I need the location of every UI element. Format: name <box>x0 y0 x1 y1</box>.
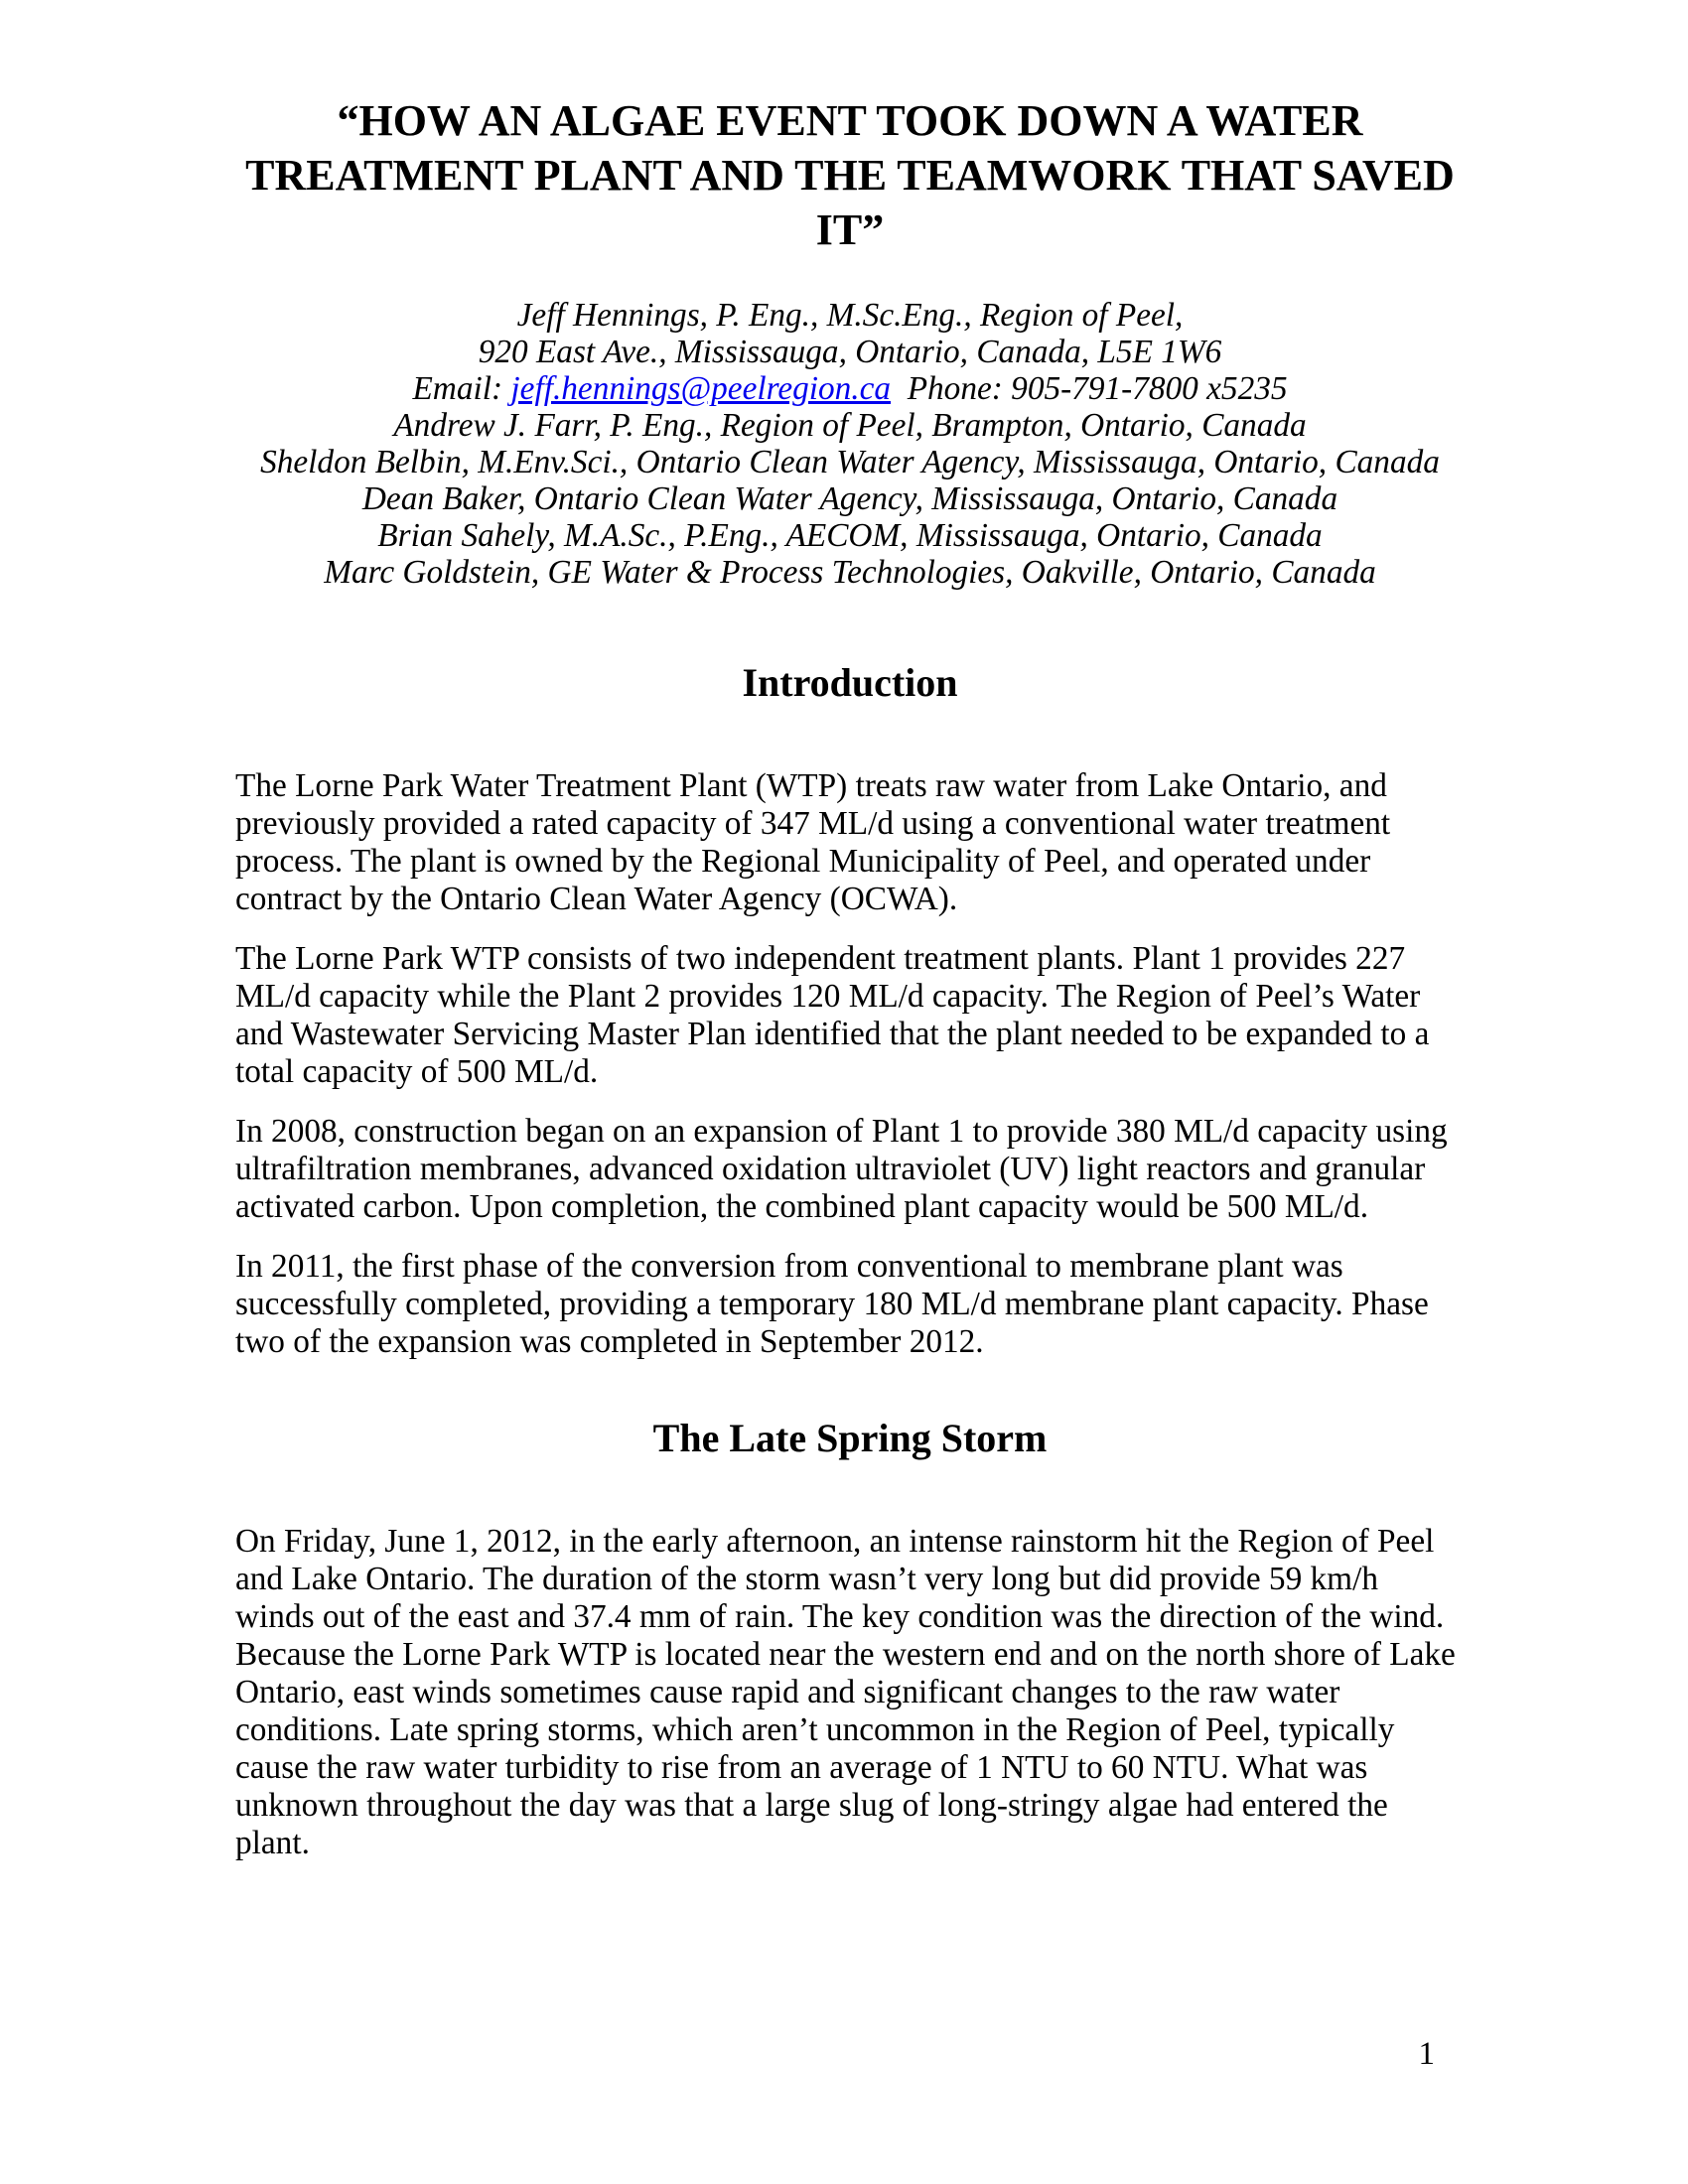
author-block <box>196 297 1504 591</box>
author-line: Marc Goldstein, GE Water & Process Technologies, Oakville, Ontario, Canada <box>324 554 1376 591</box>
author-line: 920 East Ave., Mississauga, Ontario, Canada, L5E 1W6 <box>478 334 1222 370</box>
email-link[interactable]: jeff.hennings@peelregion.ca <box>510 370 892 407</box>
paragraph: On Friday, June 1, 2012, in the early afternoon, an intense rainstorm hit the Region of Peel and Lake Ontario. The duration of the storm wasn’t very long but did provide 59 km/h winds out of the east and 37.4 mm of rain. The key condition was the direction of the wind. Because the Lorne Park WTP is located near the western end and on the north shore of Lake Ontario, east winds sometimes cause rapid and significant changes to the raw water conditions. Late spring storms, which aren’t uncommon in the Region of Peel, typically cause the raw water turbidity to rise from an average of 1 NTU to 60 NTU. What was unknown throughout the day was that a large slug of long-stringy algae had entered the plant. <box>235 1523 1456 1861</box>
paper-body <box>235 591 1465 1862</box>
author-line: Brian Sahely, M.A.Sc., P.Eng., AECOM, Mississauga, Ontario, Canada <box>377 517 1323 554</box>
author-line: Sheldon Belbin, M.Env.Sci., Ontario Clean Water Agency, Mississauga, Ontario, Canada <box>260 444 1440 480</box>
paragraph: In 2011, the first phase of the conversion from conventional to membrane plant was successfully completed, providing a temporary 180 ML/d membrane plant capacity. Phase two of the expansion was completed in September 2012. <box>235 1248 1429 1360</box>
paper-section <box>235 591 1465 1361</box>
section-heading: Introduction <box>742 660 958 705</box>
author-line <box>196 370 1504 407</box>
paper-section <box>235 1383 1465 1862</box>
phone-text: Phone: 905-791-7800 x5235 <box>891 370 1288 407</box>
email-label: Email: <box>412 370 511 407</box>
paragraph: The Lorne Park Water Treatment Plant (WTP) treats raw water from Lake Ontario, and previously provided a rated capacity of 347 ML/d using a conventional water treatment process. The plant is owned by the Regional Municipality of Peel, and operated under contract by the Ontario Clean Water Agency (OCWA). <box>235 767 1391 917</box>
section-heading: The Late Spring Storm <box>652 1416 1048 1460</box>
paper-title: “HOW AN ALGAE EVENT TOOK DOWN A WATER TREATMENT PLANT AND THE TEAMWORK THAT SAVED IT” <box>245 96 1455 254</box>
author-line: Jeff Hennings, P. Eng., M.Sc.Eng., Region of Peel, <box>516 297 1184 334</box>
page-number: 1 <box>1418 2036 1435 2072</box>
author-line: Andrew J. Farr, P. Eng., Region of Peel, Brampton, Ontario, Canada <box>393 407 1307 444</box>
paragraph: In 2008, construction began on an expansion of Plant 1 to provide 380 ML/d capacity using ultrafiltration membranes, advanced oxidation ultraviolet (UV) light reactors and granular activated carbon. Upon completion, the combined plant capacity would be 500 ML/d. <box>235 1113 1448 1225</box>
author-line: Dean Baker, Ontario Clean Water Agency, Mississauga, Ontario, Canada <box>361 480 1338 517</box>
paragraph: The Lorne Park WTP consists of two independent treatment plants. Plant 1 provides 227 ML/d capacity while the Plant 2 provides 120 ML/d capacity. The Region of Peel’s Water and Wastewater Servicing Master Plan identified that the plant needed to be expanded to a total capacity of 500 ML/d. <box>235 940 1430 1090</box>
